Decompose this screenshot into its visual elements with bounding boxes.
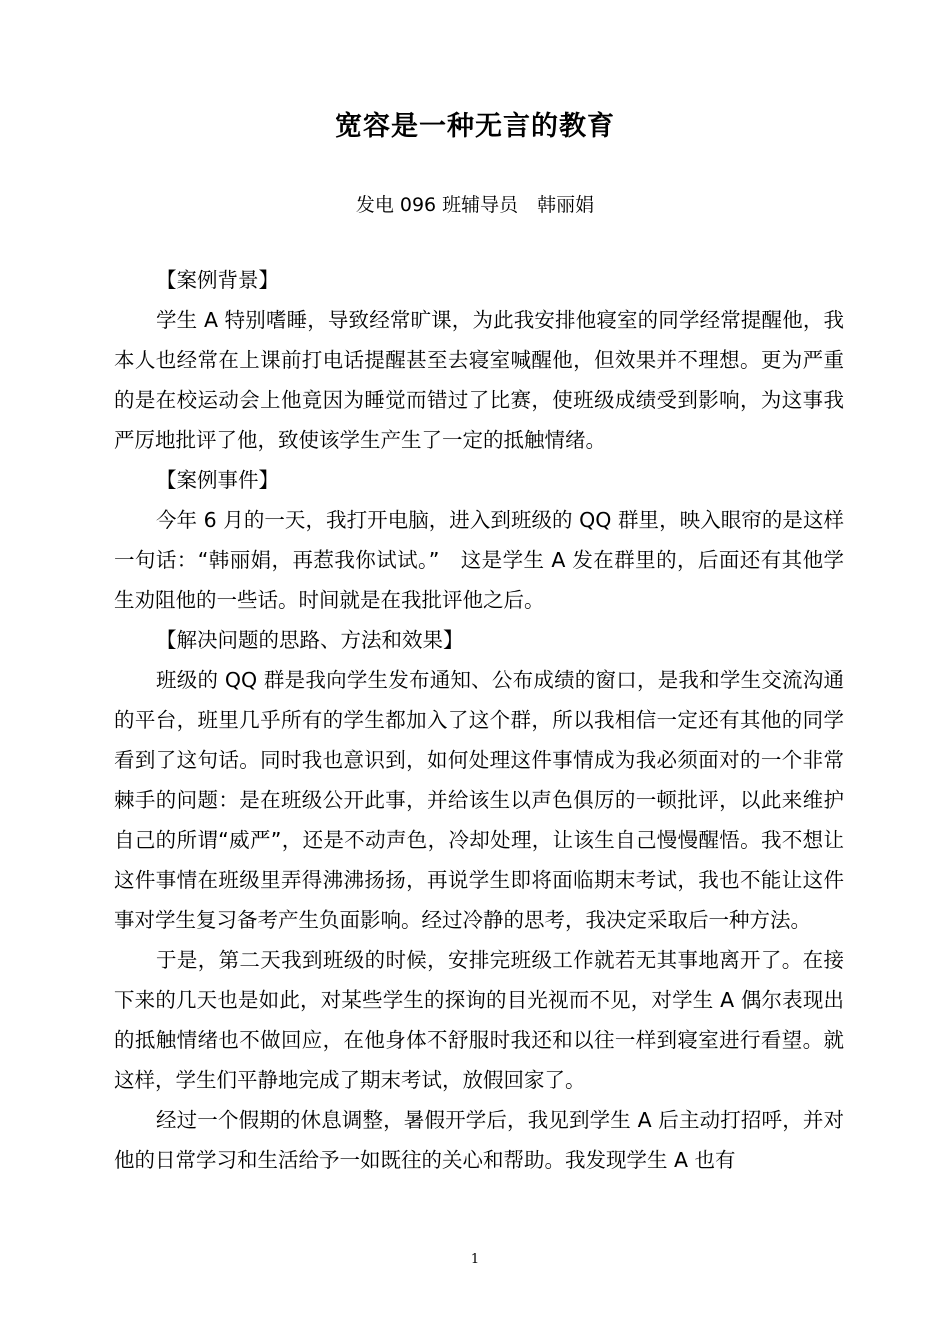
section-heading-solution: 【解决问题的思路、方法和效果】 xyxy=(156,628,464,652)
paragraph-event: 今年 6 月的一天，我打开电脑，进入到班级的 QQ 群里，映入眼帘的是这样一句话：“韩丽娟，再惹我你试试。” 这是学生 A 发在群里的，后面还有其他学生劝阻他的一些话。时间就是在我批评他之后。 xyxy=(114,508,844,612)
paragraph-solution-2: 于是，第二天我到班级的时候，安排完班级工作就若无其事地离开了。在接下来的几天也是如此，对某些学生的探询的目光视而不见，对学生 A 偶尔表现出的抵触情绪也不做回应，在他身体不舒服时我还和以往一样到寝室进行看望。就这样，学生们平静地完成了期末考试，放假回家了。 xyxy=(114,948,844,1092)
page-number: 1 xyxy=(470,1252,480,1267)
author-byline: 发电 096 班辅导员 韩丽娟 xyxy=(355,194,595,216)
paragraph-background: 学生 A 特别嗜睡，导致经常旷课，为此我安排他寝室的同学经常提醒他，我本人也经常在上课前打电话提醒甚至去寝室喊醒他，但效果并不理想。更为严重的是在校运动会上他竟因为睡觉而错过了比赛，使班级成绩受到影响，为这事我严厉地批评了他，致使该学生产生了一定的抵触情绪。 xyxy=(114,308,844,452)
document-body xyxy=(114,260,844,1180)
section-heading-event: 【案例事件】 xyxy=(156,468,279,492)
paragraph-solution-3: 经过一个假期的休息调整，暑假开学后，我见到学生 A 后主动打招呼，并对他的日常学习和生活给予一如既往的关心和帮助。我发现学生 A 也有 xyxy=(114,1108,844,1172)
document-title: 宽容是一种无言的教育 xyxy=(335,111,615,142)
paragraph-solution-1: 班级的 QQ 群是我向学生发布通知、公布成绩的窗口，是我和学生交流沟通的平台，班里几乎所有的学生都加入了这个群，所以我相信一定还有其他的同学看到了这句话。同时我也意识到，如何处理这件事情成为我必须面对的一个非常棘手的问题：是在班级公开此事，并给该生以声色俱厉的一顿批评，以此来维护自己的所谓“威严”，还是不动声色，冷却处理，让该生自己慢慢醒悟。我不想让这件事情在班级里弄得沸沸扬扬，再说学生即将面临期末考试，我也不能让这件事对学生复习备考产生负面影响。经过冷静的思考，我决定采取后一种方法。 xyxy=(114,668,844,932)
section-heading-background: 【案例背景】 xyxy=(156,268,279,292)
